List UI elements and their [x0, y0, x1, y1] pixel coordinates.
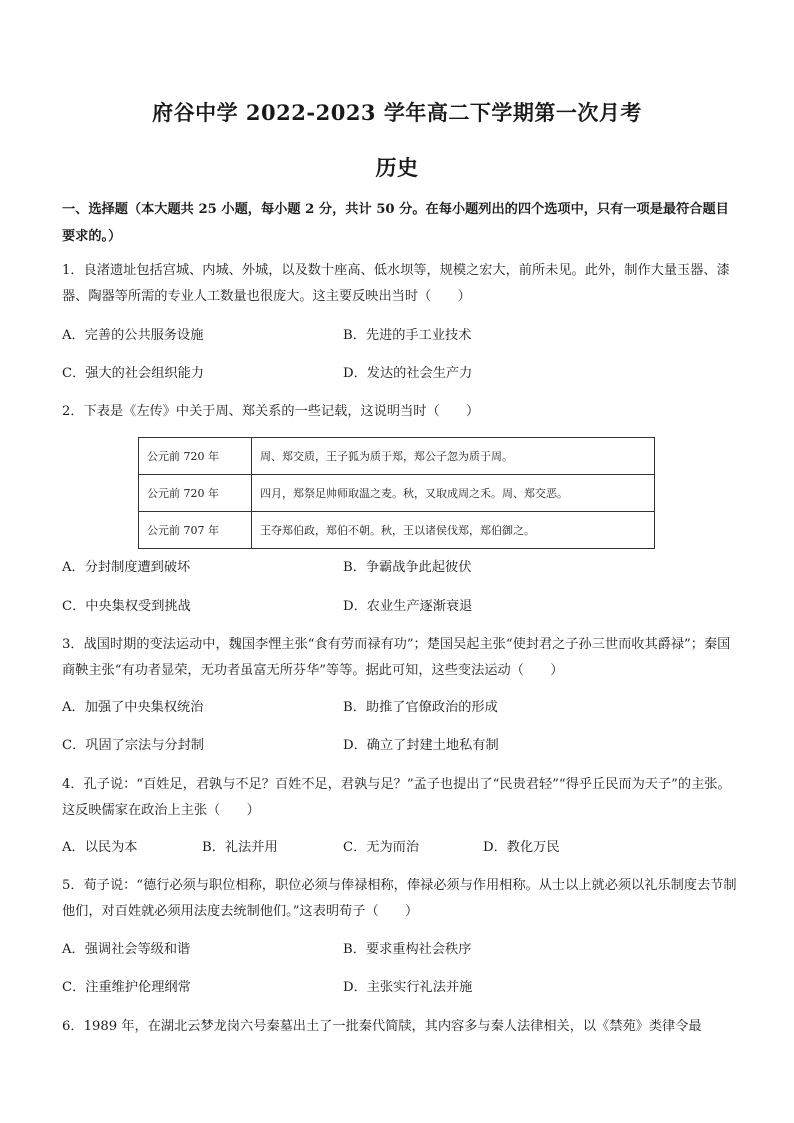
table-cell-year: 公元前 707 年 — [139, 512, 252, 549]
q1-option-d: D．发达的社会生产力 — [343, 366, 473, 381]
question-4-stem: 4．孔子说：“百姓足，君孰与不足？百姓不足，君孰与足？”孟子也提出了“民贵君轻”“得乎丘民而为天子”的主张。这反映儒家在政治上主张（ ） — [62, 777, 731, 818]
zuozhuan-records-table — [138, 437, 655, 549]
table-row — [139, 475, 655, 512]
q4-option-c: C．无为而治 — [343, 840, 420, 855]
q1-option-c: C．强大的社会组织能力 — [62, 366, 204, 381]
q3-option-c: C．巩固了宗法与分封制 — [62, 738, 204, 753]
table-row — [139, 512, 655, 549]
table-row — [139, 438, 655, 475]
q1-option-b: B．先进的手工业技术 — [343, 328, 472, 343]
q2-option-b: B．争霸战争此起彼伏 — [343, 560, 472, 575]
section-heading: 一、选择题（本大题共 25 小题，每小题 2 分，共计 50 分。在每小题列出的四个选项中，只有一项是最符合题目要求的。） — [62, 202, 729, 244]
table-cell-year: 公元前 720 年 — [139, 475, 252, 512]
question-2-stem: 2．下表是《左传》中关于周、郑关系的一些记载，这说明当时（ ） — [62, 404, 480, 419]
exam-title: 府谷中学 2022-2023 学年高二下学期第一次月考 — [152, 100, 642, 125]
q2-option-c: C．中央集权受到挑战 — [62, 599, 191, 614]
q3-option-d: D．确立了封建土地私有制 — [343, 738, 499, 753]
question-3-stem: 3．战国时期的变法运动中，魏国李悝主张“食有劳而禄有功”；楚国吴起主张“使封君之子孙三世而收其爵禄”；秦国商鞅主张“有功者显荣，无功者虽富无所芬华”等等。据此可知，这些变法运动（ ） — [62, 637, 731, 678]
subject-title: 历史 — [375, 155, 419, 180]
q3-option-a: A．加强了中央集权统治 — [62, 700, 204, 715]
question-5-stem: 5．荀子说：“德行必须与职位相称，职位必须与俸禄相称，俸禄必须与作用相称。从士以上就必须以礼乐制度去节制他们，对百姓就必须用法度去统制他们。”这表明荀子（ ） — [62, 878, 737, 919]
q5-option-a: A．强调社会等级和谐 — [62, 942, 191, 957]
q4-option-a: A．以民为本 — [62, 840, 138, 855]
table-cell-record: 王夺郑伯政，郑伯不朝。秋，王以诸侯伐郑，郑伯御之。 — [252, 512, 655, 549]
q2-option-d: D．农业生产逐渐衰退 — [343, 599, 473, 614]
q4-option-d: D．教化万民 — [483, 840, 560, 855]
table-cell-record: 四月，郑祭足帅师取温之麦。秋，又取成周之禾。周、郑交恶。 — [252, 475, 655, 512]
q3-option-b: B．助推了官僚政治的形成 — [343, 700, 498, 715]
q5-option-b: B．要求重构社会秩序 — [343, 942, 472, 957]
q5-option-c: C．注重维护伦理纲常 — [62, 980, 191, 995]
q1-option-a: A．完善的公共服务设施 — [62, 328, 204, 343]
question-6-stem: 6．1989 年，在湖北云梦龙岗六号秦墓出土了一批秦代简牍，其内容多与秦人法律相关，以《禁苑》类律令最 — [62, 1019, 702, 1034]
q2-option-a: A．分封制度遭到破坏 — [62, 560, 191, 575]
table-cell-record: 周、郑交质，王子狐为质于郑，郑公子忽为质于周。 — [252, 438, 655, 475]
q5-option-d: D．主张实行礼法并施 — [343, 980, 473, 995]
table-cell-year: 公元前 720 年 — [139, 438, 252, 475]
q4-option-b: B．礼法并用 — [202, 840, 278, 855]
question-1-stem: 1．良渚遗址包括宫城、内城、外城，以及数十座高、低水坝等，规模之宏大，前所未见。此外，制作大量玉器、漆器、陶器等所需的专业人工数量也很庞大。这主要反映出当时（ ） — [62, 263, 730, 304]
